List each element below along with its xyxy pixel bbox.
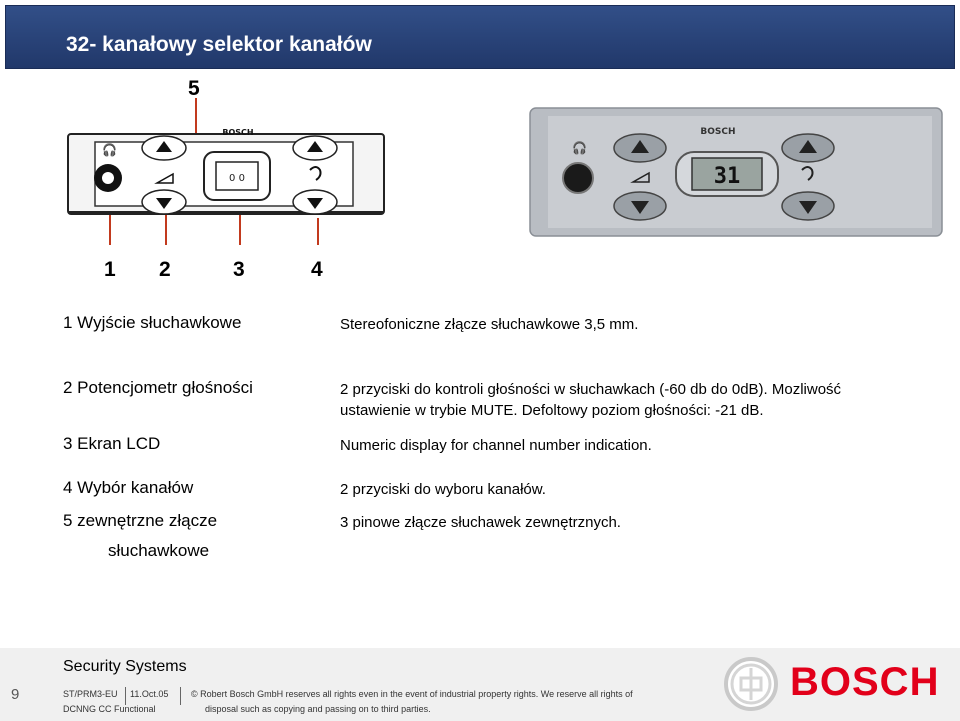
row-label-external-connector-1: 5 zewnętrzne złącze	[63, 511, 218, 530]
device-illustrations	[0, 70, 960, 300]
footer	[0, 648, 960, 721]
footer-code-1: ST/PRM3-EU	[63, 689, 118, 699]
row-desc-external-connector: 3 pinowe złącze słuchawek zewnętrznych.	[340, 514, 621, 531]
row-label-lcd: 3 Ekran LCD	[63, 434, 161, 453]
bosch-logo-icon	[723, 656, 779, 712]
row-desc-channel-select: 2 przyciski do wyboru kanałów.	[340, 481, 546, 498]
brand-small-sketch: BOSCH	[222, 128, 254, 137]
callout-number-2: 2	[159, 258, 171, 281]
headphone-icon: 🎧	[102, 143, 117, 157]
bosch-wordmark: BOSCH	[790, 660, 940, 704]
brand-small-photo: BOSCH	[700, 127, 736, 137]
footer-divider-1	[125, 687, 126, 705]
device-diagram	[0, 70, 960, 300]
callout-number-1: 1	[104, 258, 116, 281]
row-label-headphone-output: 1 Wyjście słuchawkowe	[63, 313, 242, 332]
footer-code-2: DCNNG CC Functional	[63, 704, 156, 714]
row-label-volume: 2 Potencjometr głośności	[63, 378, 253, 397]
footer-date: 11.Oct.05	[130, 689, 169, 699]
device-sketch	[68, 128, 384, 214]
row-desc-lcd: Numeric display for channel number indication.	[340, 437, 652, 454]
photo-headphone-jack	[563, 163, 593, 193]
callout-number-3: 3	[233, 258, 245, 281]
callout-number-5: 5	[188, 77, 200, 100]
footer-section: Security Systems	[63, 658, 187, 675]
display-sketch-digits: 0 0	[229, 173, 245, 184]
photo-headphone-icon: 🎧	[572, 141, 587, 155]
row-label-channel-select: 4 Wybór kanałów	[63, 478, 194, 497]
title-bar	[5, 5, 955, 69]
lcd-digits: 31	[713, 164, 741, 189]
page-number: 9	[11, 686, 20, 703]
row-desc-volume-line-2: ustawienie w trybie MUTE. Defoltowy poziom głośności: -21 dB.	[340, 402, 764, 419]
footer-divider-2	[180, 687, 181, 705]
callout-number-4: 4	[311, 258, 323, 281]
row-label-external-connector-2: słuchawkowe	[108, 541, 210, 560]
footer-copyright-line-1: © Robert Bosch GmbH reserves all rights even in the event of industrial property rights. We reserve all rights of	[191, 689, 633, 699]
row-desc-volume-line-1: 2 przyciski do kontroli głośności w słuchawkach (-60 db do 0dB). Mozliwość	[340, 381, 842, 398]
slide-title: 32- kanałowy selektor kanałów	[66, 33, 372, 56]
device-photo	[530, 108, 942, 236]
row-desc-headphone-output: Stereofoniczne złącze słuchawkowe 3,5 mm.	[340, 316, 639, 333]
footer-copyright-line-2: disposal such as copying and passing on to third parties.	[205, 704, 431, 714]
